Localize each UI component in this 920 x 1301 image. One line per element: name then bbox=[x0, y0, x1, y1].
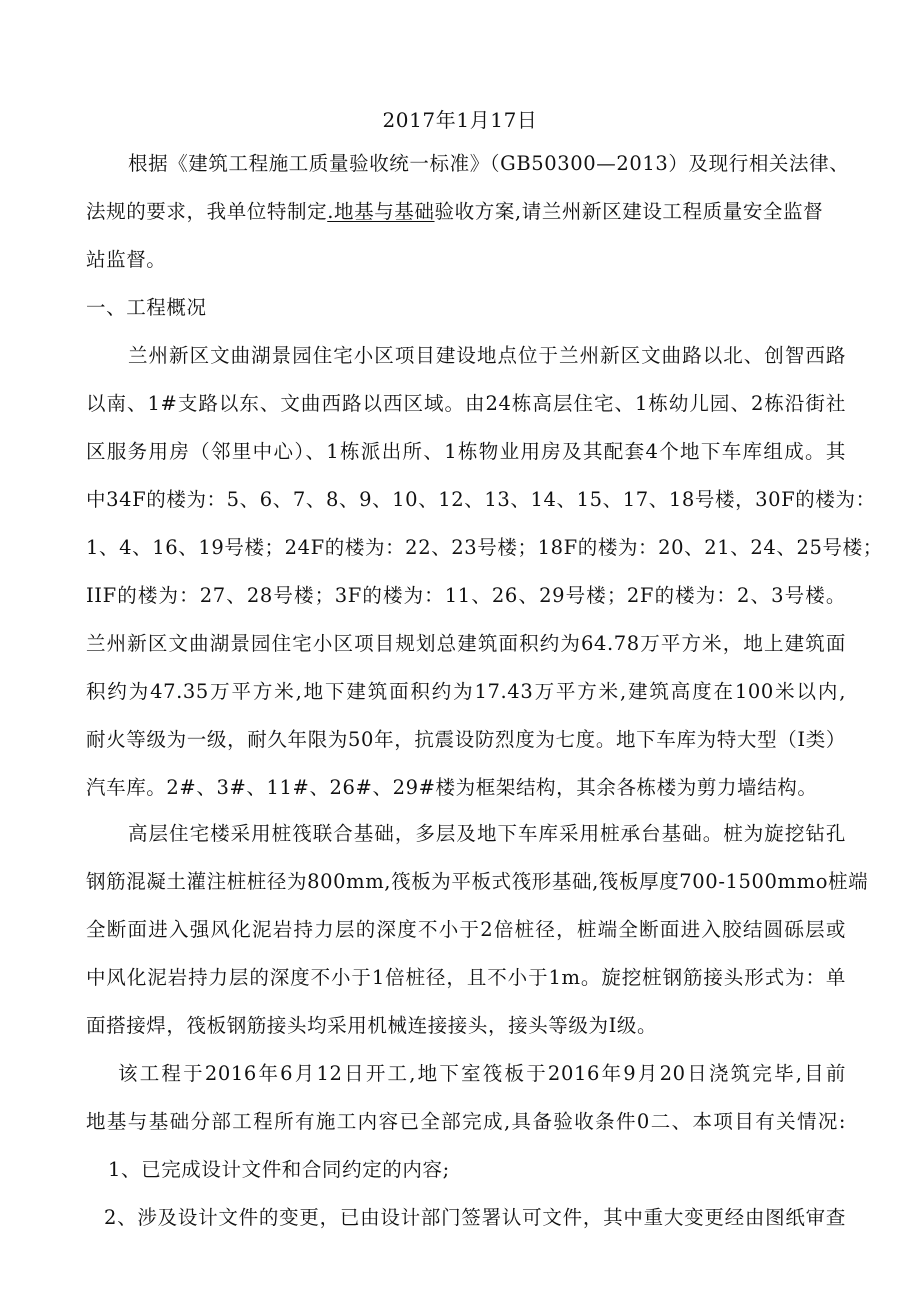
foundation-line: 钢筋混凝土灌注桩桩径为800mm,筏板为平板式筏形基础,筏板厚度700-1500mmo桩端 bbox=[86, 870, 869, 893]
overview-line: 积约为47.35万平方米,地下建筑面积约为17.43万平方米,建筑高度在100米以内, bbox=[86, 680, 846, 703]
foundation-line: 中风化泥岩持力层的深度不小于1倍桩径，且不小于1m。旋挖桩钢筋接头形式为：单 bbox=[86, 966, 846, 989]
foundation-line: 全断面进入强风化泥岩持力层的深度不小于2倍桩径，桩端全断面进入胶结圆砾层或 bbox=[86, 918, 846, 941]
schedule-line: 该工程于2016年6月12日开工,地下室筏板于2016年9月20日浇筑完毕,目前 bbox=[118, 1062, 846, 1085]
intro-line-1: 根据《建筑工程施工质量验收统一标准》（GB50300—2013）及现行相关法律、 bbox=[128, 152, 850, 175]
intro-line-2 bbox=[86, 198, 846, 226]
foundation-line: 面搭接焊，筏板钢筋接头均采用机械连接接头，接头等级为I级。 bbox=[86, 1014, 658, 1037]
overview-line: 耐火等级为一级，耐久年限为50年，抗震设防烈度为七度。地下车库为特大型（I类） bbox=[86, 728, 846, 751]
overview-line: 1、4、16、19号楼；24F的楼为：22、23号楼；18F的楼为：20、21、24、25号楼； bbox=[86, 536, 883, 559]
acceptance-scope: .地基与基础 bbox=[327, 200, 435, 223]
overview-line: 区服务用房（邻里中心）、1栋派出所、1栋物业用房及其配套4个地下车库组成。其 bbox=[86, 440, 846, 463]
overview-line: 兰州新区文曲湖景园住宅小区项目建设地点位于兰州新区文曲路以北、创智西路 bbox=[128, 344, 846, 367]
overview-line: 兰州新区文曲湖景园住宅小区项目规划总建筑面积约为64.78万平方米，地上建筑面 bbox=[86, 632, 846, 655]
document-date: 2017年1月17日 bbox=[382, 108, 538, 132]
overview-line: 以南、1#支路以东、文曲西路以西区域。由24栋高层住宅、1栋幼儿园、2栋沿街社 bbox=[86, 392, 846, 415]
list-item: 2、涉及设计文件的变更，已由设计部门签署认可文件，其中重大变更经由图纸审查 bbox=[104, 1206, 846, 1229]
overview-line: 汽车库。2#、3#、11#、26#、29#楼为框架结构，其余各栋楼为剪力墙结构。 bbox=[86, 776, 818, 799]
overview-line: IIF的楼为：27、28号楼；3F的楼为：11、26、29号楼；2F的楼为：2、3号楼。 bbox=[86, 584, 846, 607]
intro-line-3: 站监督。 bbox=[86, 248, 167, 271]
intro-line-2-post: 验收方案,请兰州新区建设工程质量安全监督 bbox=[434, 200, 824, 223]
list-item: 1、已完成设计文件和合同约定的内容; bbox=[108, 1158, 450, 1181]
section-1-heading: 一、工程概况 bbox=[86, 296, 207, 319]
intro-line-2-pre: 法规的要求，我单位特制定 bbox=[86, 200, 328, 223]
foundation-line: 高层住宅楼采用桩筏联合基础，多层及地下车库采用桩承台基础。桩为旋挖钻孔 bbox=[128, 822, 846, 845]
overview-line: 中34F的楼为：5、6、7、8、9、10、12、13、14、15、17、18号楼，30F的楼为： bbox=[86, 488, 876, 511]
schedule-line: 地基与基础分部工程所有施工内容已全部完成,具备验收条件0二、本项目有关情况: bbox=[86, 1110, 846, 1133]
